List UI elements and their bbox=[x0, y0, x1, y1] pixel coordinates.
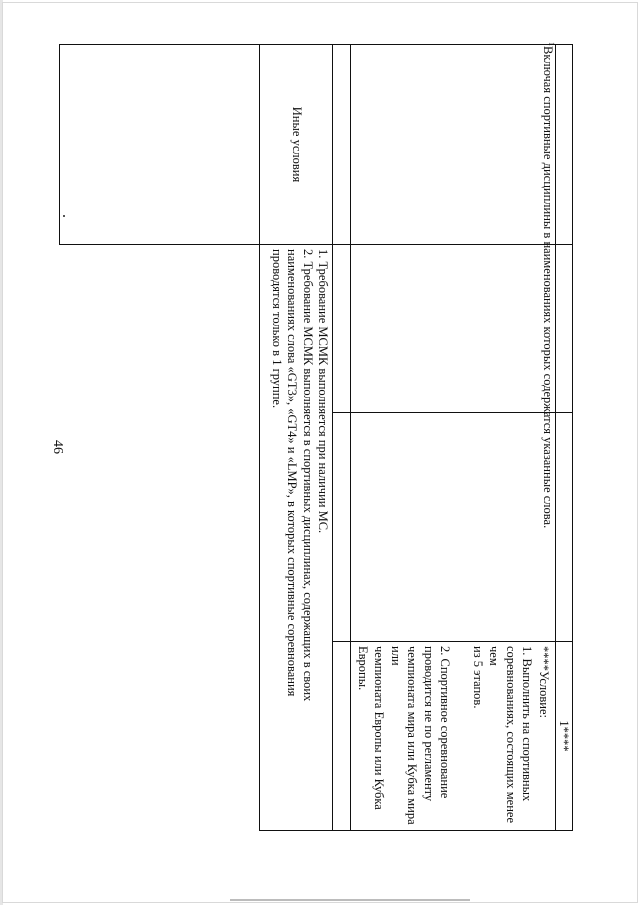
table-cell bbox=[556, 45, 573, 245]
text-line: из 5 этапов. bbox=[471, 646, 485, 709]
table-cell bbox=[556, 413, 573, 642]
table-cell bbox=[351, 413, 556, 642]
table-cell bbox=[60, 45, 260, 245]
other-conditions-cell bbox=[260, 245, 333, 831]
text-line: соревнованиях, состоящих менее чем bbox=[487, 646, 518, 824]
table-cell bbox=[60, 245, 260, 831]
text-line: чемпионата мира или Кубка мира или bbox=[389, 646, 420, 825]
footnote bbox=[540, 42, 556, 528]
text-line: 2. Спортивное соревнование bbox=[438, 646, 453, 799]
footnote-marker: 1 bbox=[547, 42, 556, 46]
condition-cell bbox=[351, 642, 556, 831]
table-cell bbox=[556, 245, 573, 413]
text-line: 1. Требование МСМК выполняется при наличии МС. bbox=[316, 249, 331, 534]
text-line: проводится не по регламенту bbox=[422, 646, 436, 802]
page-number: 46 bbox=[50, 440, 65, 454]
level-header: 1**** bbox=[556, 642, 573, 831]
text-line: ****Условие: bbox=[537, 646, 551, 718]
text-line bbox=[454, 646, 470, 826]
text-line: проводятся только в 1 группе. bbox=[270, 249, 284, 409]
table-cell bbox=[351, 45, 556, 245]
table-row bbox=[60, 45, 260, 831]
text-line: чемпионата Европы или Кубка Европы. bbox=[356, 646, 387, 810]
text-line: наименованиях слова «GT3», «GT4» и «LMP», в которых спортивные соревнования bbox=[285, 249, 300, 697]
text-line: 2. Требование МСМК выполняется в спортивных дисциплинах, содержащих в своих bbox=[301, 249, 315, 702]
table-cell bbox=[333, 245, 351, 413]
table-header-row bbox=[556, 45, 573, 831]
other-conditions-label: Иные условия bbox=[260, 45, 333, 245]
table-cell bbox=[333, 413, 351, 642]
table-cell bbox=[333, 642, 351, 831]
table-row bbox=[333, 45, 351, 831]
table-cell bbox=[351, 245, 556, 413]
requirements-table bbox=[60, 44, 574, 831]
table-cell bbox=[333, 45, 351, 245]
footnote-text: Включая спортивные дисциплины в наименованиях которых содержатся указанные слова. bbox=[540, 46, 555, 529]
table-row bbox=[351, 45, 556, 831]
text-line: 1. Выполнить на спортивных bbox=[520, 646, 535, 802]
other-conditions-row bbox=[260, 45, 333, 831]
